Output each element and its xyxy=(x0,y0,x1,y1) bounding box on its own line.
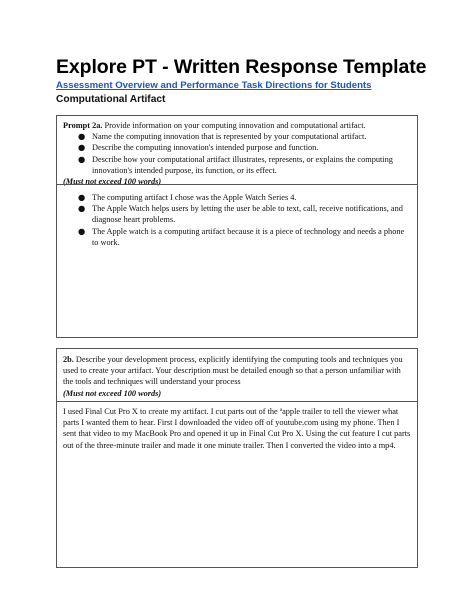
prompt-2a-answer-list xyxy=(63,192,411,248)
bullet-icon: ● xyxy=(78,142,86,153)
prompt-2a-response[interactable] xyxy=(63,192,411,248)
bullet-icon: ● xyxy=(78,225,86,236)
prompt-2b-box xyxy=(56,348,418,568)
prompt-2a-intro xyxy=(63,120,411,131)
list-item xyxy=(78,192,411,203)
prompt-2b-text: Describe your development process, explicitly identifying the computing tools and techniques you used to create your artifact. Your description must be detailed enough so that a person unfamiliar with the tools and techniques will understand your process xyxy=(63,355,403,387)
answer-text: The computing artifact I chose was the Apple Watch Series 4. xyxy=(92,193,297,202)
bullet-icon: ● xyxy=(78,131,86,142)
prompt-2a-instructions xyxy=(63,120,411,187)
bullet-icon: ● xyxy=(78,203,86,214)
prompt-2b-instructions xyxy=(63,354,411,399)
list-item xyxy=(78,131,411,142)
prompt-2a-box xyxy=(56,115,418,338)
requirement-text: Describe the computing innovation's intended purpose and function. xyxy=(92,143,319,153)
prompt-2b-intro xyxy=(63,354,411,388)
requirement-text: Describe how your computational artifact illustrates, represents, or explains the computing innovation's intended purpose, its function, or its effect. xyxy=(92,154,393,175)
bullet-icon: ● xyxy=(78,192,86,202)
prompt-2a-divider xyxy=(57,184,417,185)
prompt-2b-limit: (Must not exceed 100 words) xyxy=(63,388,162,398)
prompt-2b-divider xyxy=(57,401,417,402)
directions-link[interactable]: Assessment Overview and Performance Task Directions for Students xyxy=(56,80,372,91)
answer-text: The Apple Watch helps users by letting the user be able to text, call, receive notifications, and diagnose heart problems. xyxy=(92,204,403,225)
prompt-2a-limit: (Must not exceed 100 words) xyxy=(63,177,162,187)
answer-text: The Apple watch is a computing artifact because it is a piece of technology and needs a phone to work. xyxy=(92,226,405,247)
bullet-icon: ● xyxy=(78,153,86,164)
prompt-2a-label: Prompt 2a. xyxy=(63,121,103,130)
list-item xyxy=(78,203,411,225)
list-item xyxy=(78,225,411,248)
prompt-2b-label: 2b. xyxy=(63,355,74,364)
prompt-2b-answer: I used Final Cut Pro X to create my artifact. I cut parts out of the ªapple trailer to tell the viewer what parts I wanted them to hear. First I downloaded the video off of youtube.com using my phone. Then I sent that video to my MacBook Pro and opened it up in Final Cut Pro X. Using the cut feature I cut parts out of the three-minute trailer and made it one minute trailer. Then I converted the video into a mp4. xyxy=(63,407,411,450)
prompt-2a-requirements xyxy=(63,131,411,176)
list-item xyxy=(78,153,411,176)
requirement-text: Name the computing innovation that is represented by your computational artifact. xyxy=(92,132,367,142)
prompt-2b-response[interactable] xyxy=(63,406,411,451)
page-title: Explore PT - Written Response Template xyxy=(56,56,427,78)
prompt-2a-text: Provide information on your computing innovation and computational artifact. xyxy=(102,121,366,130)
section-heading: Computational Artifact xyxy=(56,94,166,105)
list-item xyxy=(78,142,411,153)
